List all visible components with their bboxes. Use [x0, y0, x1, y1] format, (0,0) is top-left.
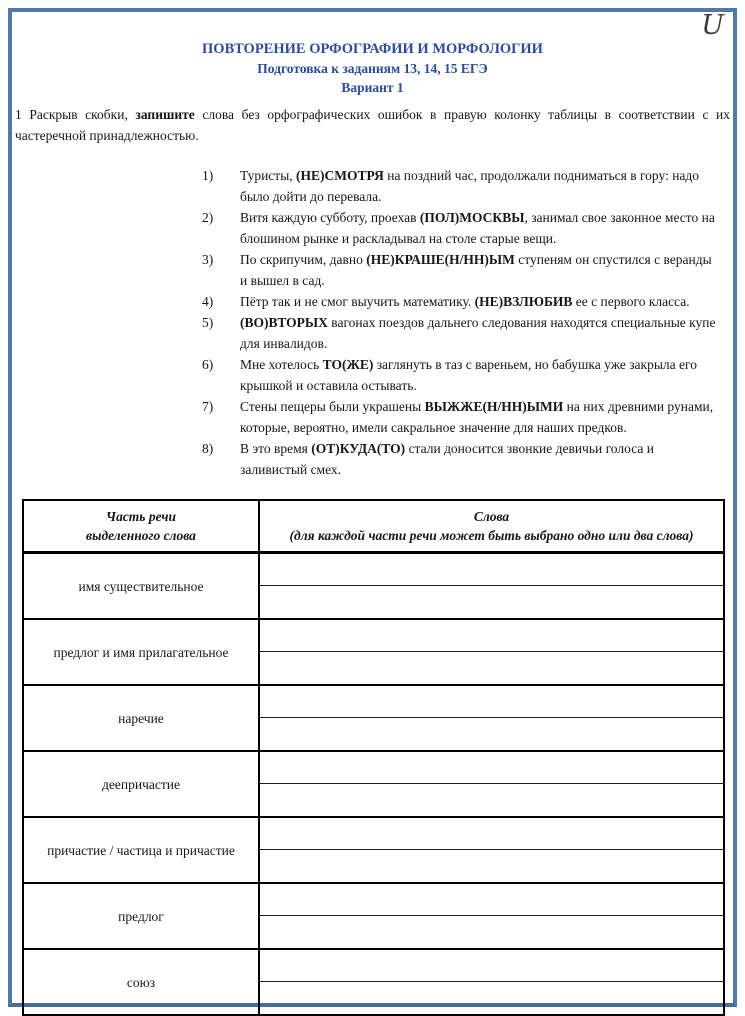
table-row [23, 685, 724, 751]
sentence-text: Туристы, (НЕ)СМОТРЯ на поздний час, продолжали подниматься в гору: надо было дойти до перевала. [240, 168, 700, 204]
sentence-number: 5) [202, 315, 214, 330]
answer-cell [259, 685, 724, 751]
answer-writing-line [260, 718, 723, 750]
answer-cell [259, 553, 724, 620]
answer-cell [259, 883, 724, 949]
answer-writing-line [260, 686, 723, 718]
answer-writing-line [260, 652, 723, 684]
answer-writing-line [260, 554, 723, 586]
answer-cell [259, 817, 724, 883]
logo-monogram-icon: U [701, 10, 723, 41]
answer-writing-line [260, 884, 723, 916]
answer-writing-line [260, 818, 723, 850]
sentence-text: По скрипучим, давно (НЕ)КРАШЕ(Н/НН)ЫМ ступеням он спустился с веранды и вышел в сад. [240, 252, 712, 288]
part-of-speech-label: деепричастие [23, 751, 259, 817]
table-row [23, 883, 724, 949]
sentence-item [14, 249, 731, 291]
table-row [23, 817, 724, 883]
sentence-text: Стены пещеры были украшены ВЫЖЖЕ(Н/НН)ЫМИ на них древними рунами, которые, вероятно, имели сакральное значение для наших предков. [240, 399, 714, 435]
sentence-number: 3) [202, 252, 214, 267]
answer-writing-line [260, 850, 723, 882]
sentence-item [14, 165, 731, 207]
sentence-item [14, 354, 731, 396]
table-header-row [23, 500, 724, 553]
sentence-item [14, 207, 731, 249]
sentence-text: Витя каждую субботу, проехав (ПОЛ)МОСКВЫ, занимал свое законное место на блошином рынке и раскладывал на столе старые вещи. [240, 210, 715, 246]
answers-table-body [23, 553, 724, 1016]
part-of-speech-label: предлог и имя прилагательное [23, 619, 259, 685]
sentence-number: 6) [202, 357, 214, 372]
part-of-speech-label: предлог [23, 883, 259, 949]
part-of-speech-label: причастие / частица и причастие [23, 817, 259, 883]
sentence-number: 2) [202, 210, 214, 225]
sentence-item [14, 312, 731, 354]
task-instruction: 1 Раскрыв скобки, запишите слова без орфографических ошибок в правую колонку таблицы в соответствии с их частеречной принадлежностью. [15, 107, 730, 143]
header-line: Часть речи [105, 509, 177, 524]
variant-label: Вариант 1 [341, 80, 404, 95]
answers-table [22, 499, 725, 1016]
answer-writing-line [260, 916, 723, 948]
answer-cell [259, 751, 724, 817]
sentence-number: 4) [202, 294, 214, 309]
answer-writing-line [260, 620, 723, 652]
sentence-item [14, 396, 731, 438]
answer-writing-line [260, 950, 723, 982]
sentence-list [14, 165, 731, 480]
sentence-number: 8) [202, 441, 214, 456]
header-line: (для каждой части речи может быть выбрано одно или два слова) [289, 528, 694, 543]
page-subtitle: Подготовка к заданиям 13, 14, 15 ЕГЭ [257, 61, 488, 76]
sentence-text: Пётр так и не смог выучить математику. (НЕ)ВЗЛЮБИВ ее с первого класса. [240, 294, 690, 309]
header-block [14, 40, 731, 97]
sentence-text: (ВО)ВТОРЫХ вагонах поездов дальнего следования находятся специальные купе для инвалидов. [240, 315, 716, 351]
sentence-item [14, 438, 731, 480]
sentence-item [14, 291, 731, 312]
sentence-number: 7) [202, 399, 214, 414]
column-header-part-of-speech [23, 500, 259, 553]
table-row [23, 949, 724, 1015]
worksheet-page [14, 12, 731, 1016]
table-row [23, 619, 724, 685]
answer-writing-line [260, 752, 723, 784]
answer-writing-line [260, 784, 723, 816]
sentence-text: В это время (ОТ)КУДА(ТО) стали доносится звонкие девичьи голоса и заливистый смех. [240, 441, 654, 477]
table-row [23, 751, 724, 817]
answer-cell [259, 949, 724, 1015]
sentence-text: Мне хотелось ТО(ЖЕ) заглянуть в таз с вареньем, но бабушка уже закрыла его крышкой и оставила остывать. [240, 357, 697, 393]
answer-cell [259, 619, 724, 685]
header-line: Слова [473, 509, 510, 524]
table-row [23, 553, 724, 620]
part-of-speech-label: имя существительное [23, 553, 259, 620]
header-line: выделенного слова [86, 528, 196, 543]
part-of-speech-label: наречие [23, 685, 259, 751]
answer-writing-line [260, 586, 723, 618]
column-header-words [259, 500, 724, 553]
answer-writing-line [260, 982, 723, 1014]
sentence-number: 1) [202, 168, 214, 183]
page-title: ПОВТОРЕНИЕ ОРФОГРАФИИ И МОРФОЛОГИИ [202, 41, 543, 57]
part-of-speech-label: союз [23, 949, 259, 1015]
